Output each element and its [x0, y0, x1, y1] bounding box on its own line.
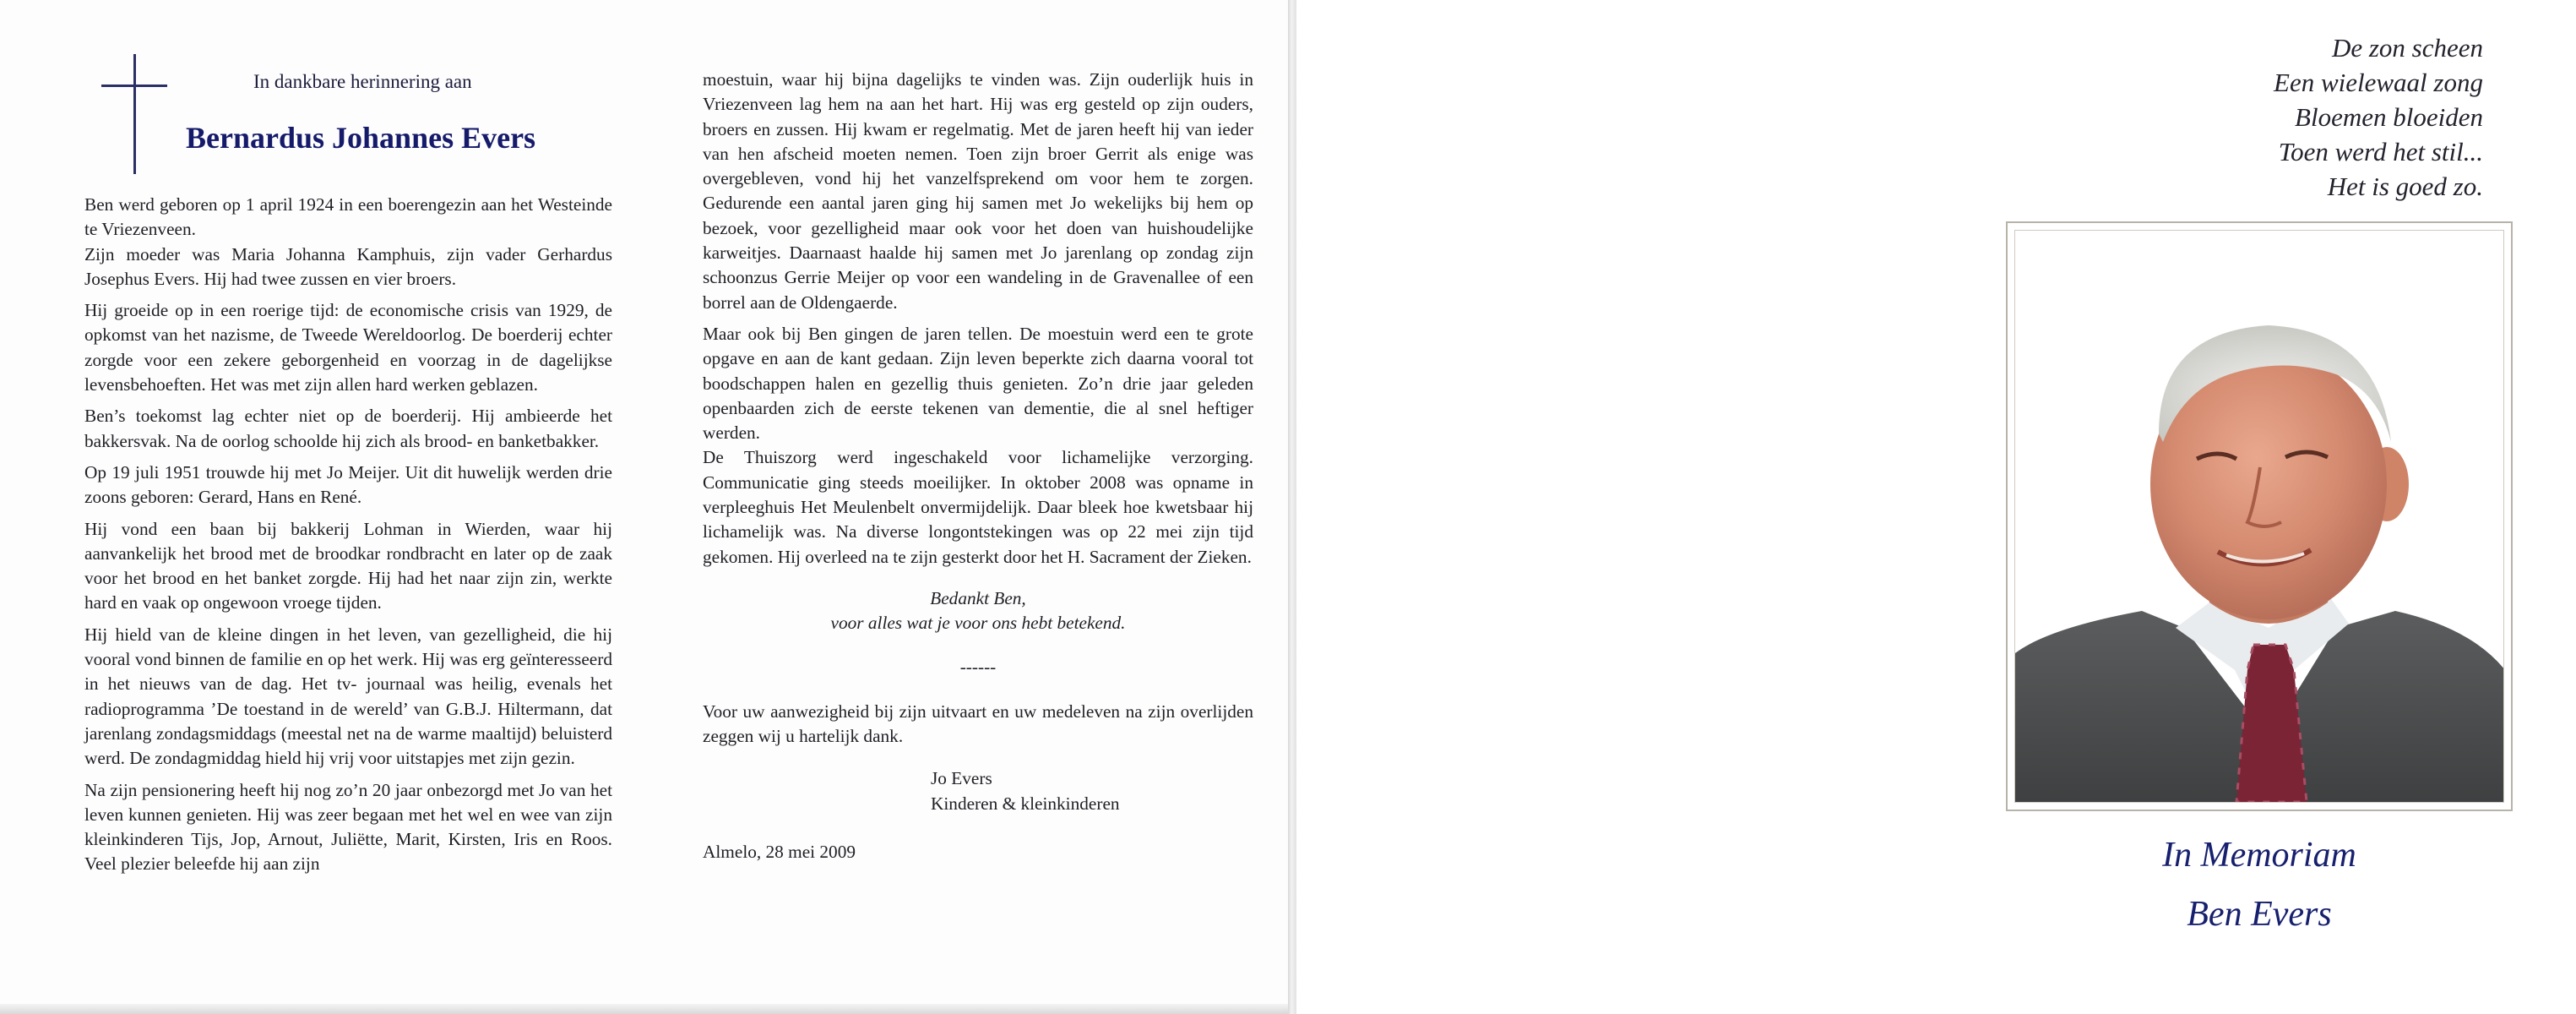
bio-paragraph: De Thuiszorg werd ingeschakeld voor lichamelijke verzorging. Communicatie ging steeds moeilijker. In oktober 2008 was opname in verpleeghuis Het Meulenbelt onvermijdelijk. Daar bleek hoe kwetsbaar hij lichamelijk was. Na diverse longontstekingen was op 22 mei zijn tijd gekomen. Hij overleed na te zijn gesterkt door het H. Sacrament der Zieken.: [703, 447, 1253, 567]
bio-paragraph: Ben’s toekomst lag echter niet op de boerderij. Hij ambieerde het bakkersvak. Na de oorlog schoolde hij zich als brood- en banketbakker.: [84, 406, 612, 451]
cross-icon-bar: [101, 84, 167, 87]
bio-paragraph: Maar ook bij Ben gingen de jaren tellen. De moestuin werd een te grote opgave en aan de kant gedaan. Zijn leven beperkte zich daarna vooral tot boodschappen halen en gezellig thuis genieten. Zo’n drie jaar geleden openbaarden zich de eerste tekenen van dementie, die al snel heftiger werden.: [703, 323, 1253, 444]
bio-paragraph: Hij vond een baan bij bakkerij Lohman in Wierden, waar hij aanvankelijk het brood met de broodkar rondbracht en later op de zaak voor het brood en het banket zorgde. Hij had het naar zijn zin, werkte hard en vaak op ongewoon vroege tijden.: [84, 518, 612, 613]
thanks-block: [703, 586, 1253, 636]
bio-paragraph: Hij hield van de kleine dingen in het leven, van gezelligheid, die hij vooral vond binnen de familie en op het werk. Hij was erg geïnteresseerd in het nieuws van de dag. Het tv- journaal was heilig, evenals het radioprogramma ’De toestand in de wereld’ van G.B.J. Hiltermann, dat jarenlang zondagsmiddags (meestal net na de warme maaltijd) beluisterd werd. De zondagmiddag hield hij vrij voor uitstapjes met zijn gezin.: [84, 624, 612, 769]
signer-name: Jo Evers: [931, 768, 992, 789]
biography-column-1: [84, 193, 612, 884]
poem-line: Een wielewaal zong: [2274, 68, 2483, 97]
separator: ------: [959, 656, 997, 677]
bio-paragraph: Hij groeide op in een roerige tijd: de economische crisis van 1929, de opkomst van het nazisme, de Tweede Wereldoorlog. De boerderij echter zorgde voor een zekere geborgenheid en voorzag in de dagelijkse levensbehoeften. Het was met zijn allen hard werken geblazen.: [84, 300, 612, 395]
portrait-photo: [2014, 230, 2504, 803]
portrait-illustration: [2015, 231, 2504, 802]
signature-block: [931, 766, 1253, 816]
signer-family: Kinderen & kleinkinderen: [931, 793, 1120, 815]
poem-line: Bloemen bloeiden: [2295, 102, 2483, 132]
poem-line: Het is goed zo.: [2327, 172, 2483, 201]
memoriam-title: In Memoriam: [2162, 836, 2356, 875]
deceased-full-name: Bernardus Johannes Evers: [186, 121, 536, 155]
card-fold: [1288, 0, 1296, 1014]
biography-column-2: [703, 68, 1253, 865]
remembrance-header: In dankbare herinnering aan: [253, 71, 472, 92]
poem: [2274, 30, 2483, 204]
portrait-frame: [2006, 221, 2513, 811]
thanks-line-1: Bedankt Ben,: [930, 587, 1026, 608]
cross-icon: [133, 54, 136, 174]
thanks-line-2: voor alles wat je voor ons hebt betekend.: [830, 613, 1126, 634]
gratitude-text: Voor uw aanwezigheid bij zijn uitvaart en uw medeleven na zijn overlijden zeggen wij u hartelijk dank.: [703, 701, 1253, 747]
poem-line: Toen werd het stil...: [2278, 137, 2483, 166]
card-bottom-shadow: [0, 1004, 1288, 1014]
place-date: Almelo, 28 mei 2009: [703, 842, 856, 863]
bio-paragraph: Na zijn pensionering heeft hij nog zo’n 20 jaar onbezorgd met Jo van het leven kunnen genieten. Hij was zeer begaan met het wel en wee van zijn kleinkinderen Tijs, Jop, Arnout, Juliëtte, Marit, Kirsten, Iris en Roos. Veel plezier beleefde hij aan zijn: [84, 779, 612, 875]
bio-paragraph: moestuin, waar hij bijna dagelijks te vinden was. Zijn ouderlijk huis in Vriezenveen lag hem na aan het hart. Hij was erg gesteld op zijn ouders, broers en zussen. Hij kwam er regelmatig. Met de jaren heeft hij van ieder van hen afscheid moeten nemen. Toen zijn broer Gerrit als enige was overgebleven, vond hij het vanzelfsprekend om voor hem te zorgen. Gedurende een aantal jaren ging hij samen met Jo wekelijks bij hem op bezoek, voor gezelligheid maar ook voor het doen van huishoudelijke karweitjes. Daarnaast haalde hij samen met Jo jarenlang op zondag zijn schoonzus Gerrie Meijer op voor een wandeling in de Gravenallee of een borrel aan de Oldengaerde.: [703, 69, 1253, 313]
poem-line: De zon scheen: [2331, 33, 2483, 63]
bio-paragraph: Op 19 juli 1951 trouwde hij met Jo Meijer. Uit dit huwelijk werden drie zoons geboren: Gerard, Hans en René.: [84, 461, 612, 508]
bio-paragraph: Ben werd geboren op 1 april 1924 in een boerengezin aan het Westeinde te Vriezenveen.: [84, 194, 612, 240]
bio-paragraph: Zijn moeder was Maria Johanna Kamphuis, zijn vader Gerhardus Josephus Evers. Hij had twee zussen en vier broers.: [84, 243, 612, 289]
memoriam-name: Ben Evers: [2187, 895, 2332, 934]
